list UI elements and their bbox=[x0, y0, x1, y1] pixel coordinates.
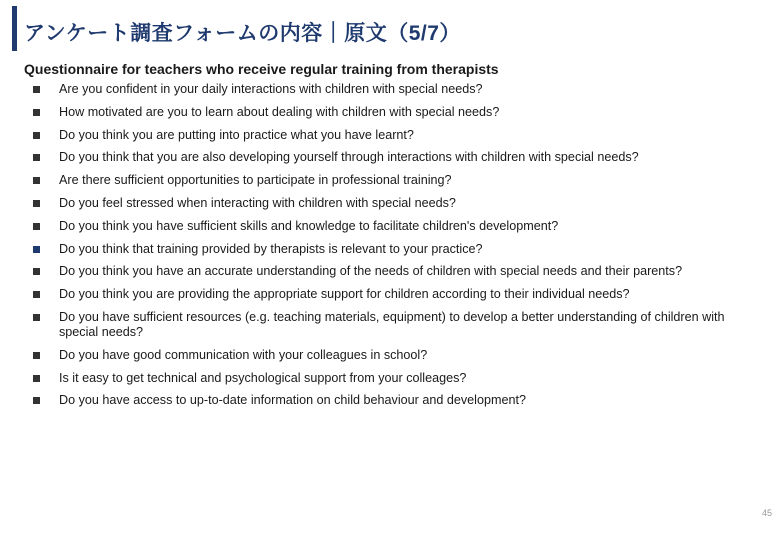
question-item bbox=[32, 196, 762, 211]
question-item bbox=[32, 242, 762, 257]
question-item bbox=[32, 105, 762, 120]
question-text: Do you think that you are also developing yourself through interactions with children with special needs? bbox=[59, 150, 639, 165]
title-accent-bar bbox=[12, 6, 17, 51]
question-item bbox=[32, 264, 762, 279]
square-bullet-icon bbox=[33, 268, 40, 275]
square-bullet-icon bbox=[33, 314, 40, 321]
question-item bbox=[32, 150, 762, 165]
slide-title: アンケート調査フォームの内容｜原文（5/7） bbox=[24, 22, 461, 45]
square-bullet-icon bbox=[33, 200, 40, 207]
square-bullet-icon bbox=[33, 246, 40, 253]
question-text: Do you feel stressed when interacting with children with special needs? bbox=[59, 195, 456, 210]
square-bullet-icon bbox=[33, 132, 40, 139]
question-item bbox=[32, 219, 762, 234]
question-text: How motivated are you to learn about dealing with children with special needs? bbox=[59, 104, 500, 119]
question-item bbox=[32, 310, 762, 340]
square-bullet-icon bbox=[33, 86, 40, 93]
question-text: Are there sufficient opportunities to participate in professional training? bbox=[59, 173, 452, 188]
question-text: Do you think you are providing the appropriate support for children according to their individual needs? bbox=[59, 287, 630, 302]
question-item bbox=[32, 393, 762, 408]
square-bullet-icon bbox=[33, 223, 40, 230]
square-bullet-icon bbox=[33, 352, 40, 359]
square-bullet-icon bbox=[33, 154, 40, 161]
question-item bbox=[32, 82, 762, 97]
question-item bbox=[32, 173, 762, 188]
question-text: Do you think that training provided by therapists is relevant to your practice? bbox=[59, 241, 483, 256]
square-bullet-icon bbox=[33, 291, 40, 298]
question-list bbox=[32, 82, 762, 416]
square-bullet-icon bbox=[33, 375, 40, 382]
question-item bbox=[32, 348, 762, 363]
question-item bbox=[32, 128, 762, 143]
question-text: Is it easy to get technical and psychological support from your colleages? bbox=[59, 370, 467, 385]
question-text: Do you have access to up-to-date information on child behaviour and development? bbox=[59, 393, 526, 408]
page-number: 45 bbox=[761, 508, 772, 518]
square-bullet-icon bbox=[33, 109, 40, 116]
question-text: Do you think you are putting into practice what you have learnt? bbox=[59, 127, 414, 142]
question-text: Do you have good communication with your colleagues in school? bbox=[59, 347, 428, 362]
question-text: Do you think you have an accurate understanding of the needs of children with special needs and their parents? bbox=[59, 264, 683, 279]
square-bullet-icon bbox=[33, 397, 40, 404]
square-bullet-icon bbox=[33, 177, 40, 184]
slide-subtitle: Questionnaire for teachers who receive regular training from therapists bbox=[24, 61, 499, 77]
question-text: Do you think you have sufficient skills and knowledge to facilitate children's development? bbox=[59, 218, 559, 233]
question-text: Do you have sufficient resources (e.g. teaching materials, equipment) to develop a better understanding of children with special needs? bbox=[59, 309, 725, 339]
question-item bbox=[32, 371, 762, 386]
question-item bbox=[32, 287, 762, 302]
question-text: Are you confident in your daily interactions with children with special needs? bbox=[59, 82, 483, 96]
